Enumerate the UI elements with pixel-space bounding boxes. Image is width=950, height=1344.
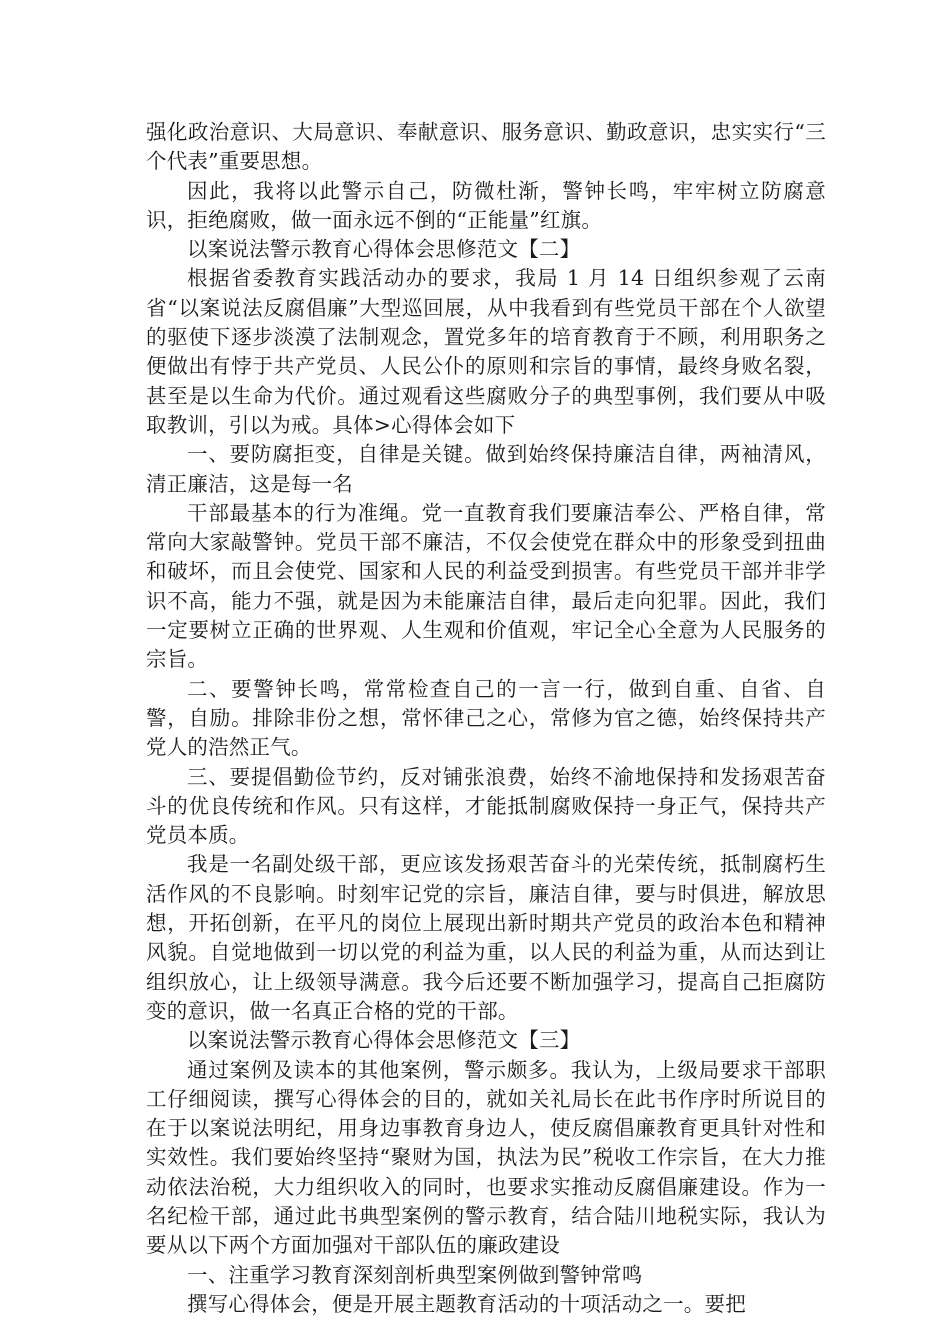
paragraph: 一、注重学习教育深刻剖析典型案例做到警钟常鸣 [187, 1262, 643, 1287]
paragraph: 一、要防腐拒变，自律是关键。做到始终保持廉洁自律，两袖清风，清正廉洁，这是每一名 [146, 442, 826, 496]
section-heading: 以案说法警示教育心得体会思修范文【三】 [187, 1028, 581, 1053]
paragraph: 二、要警钟长鸣，常常检查自己的一言一行，做到自重、自省、自警，自励。排除非份之想，常怀律己之心，常修为官之德，始终保持共产党人的浩然正气。 [146, 676, 826, 760]
paragraph: 我是一名副处级干部，更应该发扬艰苦奋斗的光荣传统，抵制腐朽生活作风的不良影响。时刻牢记党的宗旨，廉洁自律，要与时俱进，解放思想，开拓创新，在平凡的岗位上展现出新时期共产党员的政治本色和精神风貌。自觉地做到一切以党的利益为重，以人民的利益为重，从而达到让组织放心，让上级领导满意。我今后还要不断加强学习，提高自己拒腐防变的意识，做一名真正合格的党的干部。 [146, 852, 826, 1023]
section-heading: 以案说法警示教育心得体会思修范文【二】 [187, 237, 581, 262]
paragraph: 三、要提倡勤俭节约，反对铺张浪费，始终不渝地保持和发扬艰苦奋斗的优良传统和作风。只有这样，才能抵制腐败保持一身正气，保持共产党员本质。 [146, 764, 826, 848]
document-body [146, 118, 826, 1319]
paragraph: 通过案例及读本的其他案例，警示颇多。我认为，上级局要求干部职工仔细阅读，撰写心得体会的目的，就如关礼局长在此书作序时所说目的在于以案说法明纪，用身边事教育身边人，使反腐倡廉教育更具针对性和实效性。我们要始终坚持“聚财为国，执法为民”税收工作宗旨，在大力推动依法治税，大力组织收入的同时，也要求实推动反腐倡廉建设。作为一名纪检干部，通过此书典型案例的警示教育，结合陆川地税实际，我认为要从以下两个方面加强对干部队伍的廉政建设 [146, 1057, 826, 1258]
paragraph: 撰写心得体会，便是开展主题教育活动的十项活动之一。要把 [187, 1291, 746, 1316]
paragraph: 强化政治意识、大局意识、奉献意识、服务意识、勤政意识，忠实实行“三个代表”重要思想。 [146, 120, 826, 174]
paragraph: 根据省委教育实践活动办的要求，我局 1 月 14 日组织参观了云南省“以案说法反腐倡廉”大型巡回展，从中我看到有些党员干部在个人欲望的驱使下逐步淡漠了法制观念，置党多年的培育教育于不顾，利用职务之便做出有悖于共产党员、人民公仆的原则和宗旨的事情，最终身败名裂，甚至是以生命为代价。通过观看这些腐败分子的典型事例，我们要从中吸取教训，引以为戒。具体>心得体会如下 [146, 266, 826, 437]
paragraph: 因此，我将以此警示自己，防微杜渐，警钟长鸣，牢牢树立防腐意识，拒绝腐败，做一面永远不倒的“正能量”红旗。 [146, 178, 826, 232]
paragraph: 干部最基本的行为准绳。党一直教育我们要廉洁奉公、严格自律，常常向大家敲警钟。党员干部不廉洁，不仅会使党在群众中的形象受到扭曲和破坏，而且会使党、国家和人民的利益受到损害。有些党员干部并非学识不高，能力不强，就是因为未能廉洁自律，最后走向犯罪。因此，我们一定要树立正确的世界观、人生观和价值观，牢记全心全意为人民服务的宗旨。 [146, 500, 826, 672]
